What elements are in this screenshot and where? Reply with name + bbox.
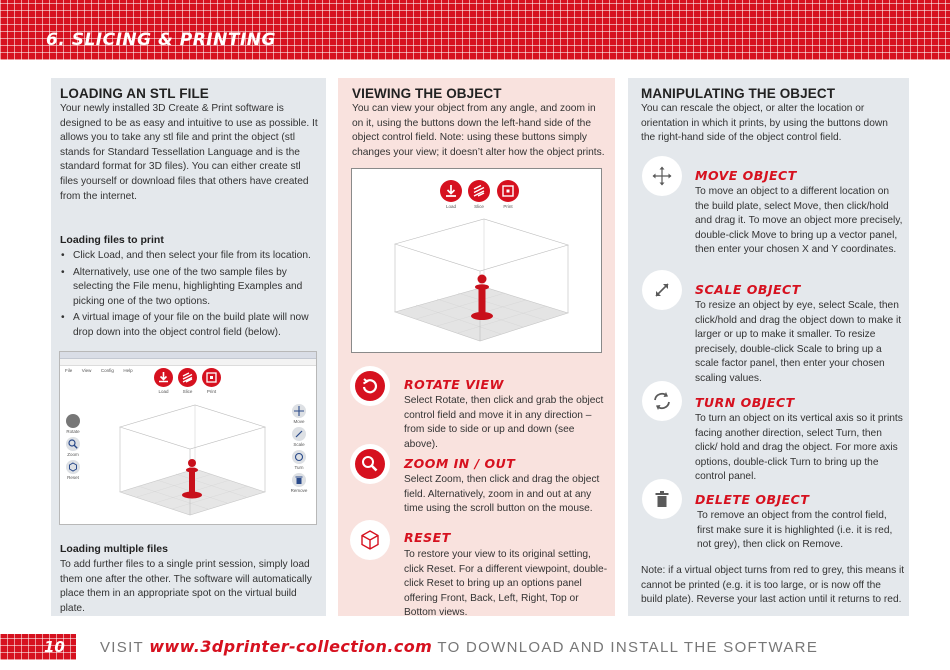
turn-icon: [642, 381, 682, 421]
menu-view[interactable]: View: [81, 368, 92, 373]
move-icon: [642, 156, 682, 196]
footer-visit: VISIT: [100, 639, 144, 656]
list-item: • Click Load, and then select your file from its location.: [60, 249, 322, 264]
zoom-text: Select Zoom, then click and drag the object field. Alternatively, zoom in and out at any time using the scroll button on the mouse.: [404, 474, 600, 515]
reset-title: RESET: [404, 530, 451, 545]
print-icon[interactable]: [202, 368, 221, 387]
viewing-object-panel: [338, 78, 615, 619]
reset-label: Reset: [67, 475, 79, 480]
remove-object-small-icon[interactable]: [292, 473, 306, 487]
zoom-view-icon[interactable]: [66, 437, 80, 451]
loading-files-heading: Loading files to print: [60, 234, 164, 246]
turn-object-small-icon[interactable]: [292, 450, 306, 464]
loading-multiple-heading: Loading multiple files: [60, 543, 168, 555]
menu-help[interactable]: Help: [123, 368, 133, 373]
move-label: Move: [293, 419, 305, 424]
scale-object-text: To resize an object by eye, select Scale, then click/hold and drag the object down to make it larger or up to make it smaller. To resize precisely, double-click Scale to bring up a scale factor panel, then enter your chosen scaling values.: [695, 300, 902, 384]
reset-view-icon[interactable]: [66, 460, 80, 474]
viewing-object-heading: VIEWING THE OBJECT: [352, 86, 502, 101]
loading-stl-panel: [51, 78, 326, 616]
move-object-text: To move an object to a different location on the build plate, select Move, then click/hold and drag it. To move an object more precisely, double-click Move to bring up a vector panel, then enter your chosen X and Y coordinates.: [695, 186, 903, 256]
footer-banner: [100, 637, 818, 656]
slice-icon[interactable]: [468, 180, 490, 202]
remove-label: Remove: [290, 488, 308, 493]
menu-bar: [60, 359, 316, 373]
scale-object-title: SCALE OBJECT: [695, 282, 801, 297]
turn-label: Turn: [294, 465, 304, 470]
print-label: Print: [503, 204, 513, 209]
rotate-label: Rotate: [66, 429, 80, 434]
manipulating-object-intro: You can rescale the object, or alter the location or orientation in which it prints, by using the buttons down the right-hand side of the object control field.: [641, 103, 888, 144]
reset-text: To restore your view to its original setting, click Reset. For a different viewpoint, double-click Reset to bring up an options panel offering Front, Back, Left, Right, Top or Bottom views.: [404, 549, 608, 619]
delete-object-title: DELETE OBJECT: [695, 492, 810, 507]
print-icon[interactable]: [497, 180, 519, 202]
window-titlebar: [60, 352, 316, 359]
page-number: 10: [44, 638, 65, 656]
loading-multiple-text: To add further files to a single print session, simply load them one after the other. The software will automatically place them in an appropriate spot on the virtual build plate.: [60, 559, 312, 614]
scale-label: Scale: [293, 442, 305, 447]
build-volume-illustration: [380, 209, 580, 351]
window-controls: [296, 353, 314, 358]
rotate-icon: [350, 366, 390, 406]
load-icon[interactable]: [154, 368, 173, 387]
zoom-title: ZOOM IN / OUT: [404, 456, 516, 471]
header-banner: [0, 0, 950, 60]
website-link[interactable]: www.3dprinter-collection.com: [149, 637, 433, 656]
load-label: Load: [158, 389, 169, 394]
viewing-object-intro: You can view your object from any angle, and zoom in on it, using the buttons down the left-hand side of the object control field. Note: using these buttons simply changes your view; it doesn’t alter how the object prints.: [352, 103, 605, 158]
scale-object-small-icon[interactable]: [292, 427, 306, 441]
page-number-badge: [0, 634, 76, 660]
viewer-screenshot: [351, 168, 602, 353]
note-text: Note: if a virtual object turns from red to grey, this means it cannot be printed (e.g. it is too large, or is now off the build plate). Reverse your last action until it returns to red.: [641, 565, 905, 606]
list-item: • Alternatively, use one of the two sample files by selecting the File menu, highlighting Examples and picking one of the two options.: [60, 266, 322, 310]
rotate-view-text: Select Rotate, then click and grab the object control field and move it in any direction – from side to side or up and down (see above).: [404, 395, 604, 450]
loading-stl-heading: LOADING AN STL FILE: [60, 86, 209, 101]
delete-object-text: To remove an object from the control field, first make sure it is highlighted (i.e. it is red, not grey), then click on Remove.: [697, 510, 893, 551]
build-volume-illustration: [100, 397, 280, 522]
manipulating-object-heading: MANIPULATING THE OBJECT: [641, 86, 836, 101]
load-icon[interactable]: [440, 180, 462, 202]
rotate-view-icon[interactable]: [66, 414, 80, 428]
loading-stl-intro: Your newly installed 3D Create & Print software is designed to be as easy and intuitive to use as possible. It allows you to take any stl file and print the object (stl stands for Standard Tessellation Language and is the standard format for 3D files). You can either create stl files yourself or download files that others have created from the internet.: [60, 103, 318, 202]
slice-icon[interactable]: [178, 368, 197, 387]
move-object-small-icon[interactable]: [292, 404, 306, 418]
list-item: • A virtual image of your file on the build plate will now drop down into the object control field (below).: [60, 311, 322, 340]
menu-file[interactable]: File: [65, 368, 73, 373]
turn-object-title: TURN OBJECT: [695, 395, 795, 410]
menu-config[interactable]: Config: [100, 368, 114, 373]
print-label: Print: [206, 389, 217, 394]
slice-label: Slice: [182, 389, 193, 394]
rotate-view-title: ROTATE VIEW: [404, 377, 504, 392]
footer-cta: TO DOWNLOAD AND INSTALL THE SOFTWARE: [437, 639, 819, 656]
cube-icon: [350, 520, 390, 560]
move-object-title: MOVE OBJECT: [695, 168, 797, 183]
zoom-icon: [350, 444, 390, 484]
slice-label: Slice: [474, 204, 484, 209]
turn-object-text: To turn an object on its vertical axis so it prints facing another direction, select Turn, then click/ hold and drag the object. For more axis options, double-click Turn to bring up the control panel.: [695, 413, 903, 483]
zoom-label: Zoom: [67, 452, 79, 457]
load-label: Load: [445, 204, 456, 209]
manipulating-object-panel: [628, 78, 909, 616]
software-screenshot: [59, 351, 317, 525]
section-title: 6. SLICING & PRINTING: [46, 30, 276, 50]
loading-steps-list: [60, 249, 322, 343]
scale-icon: [642, 270, 682, 310]
trash-icon: [642, 479, 682, 519]
